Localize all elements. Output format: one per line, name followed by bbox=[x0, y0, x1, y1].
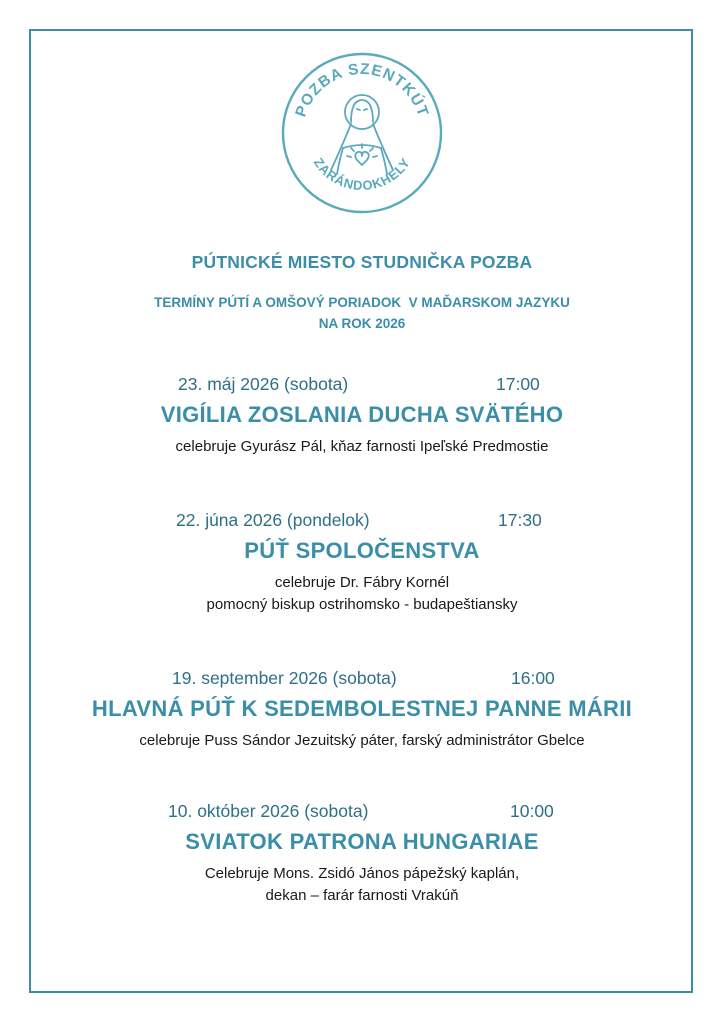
subtitle-line-1: TERMÍNY PÚTÍ A OMŠOVÝ PORIADOK V MAĎARSKOM JAZYKU bbox=[154, 295, 570, 310]
subtitle-line-2: NA ROK 2026 bbox=[318, 316, 406, 331]
event-time: 17:30 bbox=[498, 510, 542, 530]
page-title: PÚTNICKÉ MIESTO STUDNIČKA POZBA bbox=[191, 252, 533, 272]
event-date: 23. máj 2026 (sobota) bbox=[178, 374, 349, 394]
event-date: 19. september 2026 (sobota) bbox=[172, 668, 397, 688]
event-description bbox=[0, 572, 724, 616]
event-description-line: Celebruje Mons. Zsidó János pápežský kaplán, bbox=[204, 865, 520, 882]
event-description bbox=[0, 436, 724, 458]
event-description-line: celebruje Puss Sándor Jezuitský páter, farský administrátor Gbelce bbox=[139, 732, 585, 749]
svg-text:ZARÁNDOKHELY bbox=[311, 155, 414, 193]
logo-bottom-text: ZARÁNDOKHELY bbox=[310, 155, 414, 194]
event-date: 22. júna 2026 (pondelok) bbox=[176, 510, 370, 530]
event-time: 10:00 bbox=[510, 801, 554, 821]
event-2 bbox=[0, 510, 724, 616]
event-description bbox=[0, 730, 724, 752]
event-1 bbox=[0, 374, 724, 458]
logo-top-text: POZBA SZENTKÚT bbox=[292, 60, 432, 120]
event-date: 10. október 2026 (sobota) bbox=[168, 801, 369, 821]
event-description-line: celebruje Dr. Fábry Kornél bbox=[274, 574, 450, 591]
event-4 bbox=[0, 801, 724, 907]
shrine-logo bbox=[281, 52, 443, 214]
event-description-line: celebruje Gyurász Pál, kňaz farnosti Ipeľské Predmostie bbox=[175, 438, 549, 455]
event-title: HLAVNÁ PÚŤ K SEDEMBOLESTNEJ PANNE MÁRII bbox=[91, 696, 633, 721]
event-3 bbox=[0, 668, 724, 752]
event-time: 16:00 bbox=[511, 668, 555, 688]
event-description-line: dekan – farár farnosti Vrakúň bbox=[265, 887, 459, 904]
event-description bbox=[0, 863, 724, 907]
page-subtitle bbox=[0, 292, 724, 334]
event-time: 17:00 bbox=[496, 374, 540, 394]
event-title: VIGÍLIA ZOSLANIA DUCHA SVÄTÉHO bbox=[160, 402, 564, 427]
madonna-heart-icon bbox=[331, 95, 393, 174]
event-description-line: pomocný biskup ostrihomsko - budapeštiansky bbox=[206, 596, 518, 613]
event-title: PÚŤ SPOLOČENSTVA bbox=[244, 538, 480, 563]
event-title: SVIATOK PATRONA HUNGARIAE bbox=[185, 829, 539, 854]
